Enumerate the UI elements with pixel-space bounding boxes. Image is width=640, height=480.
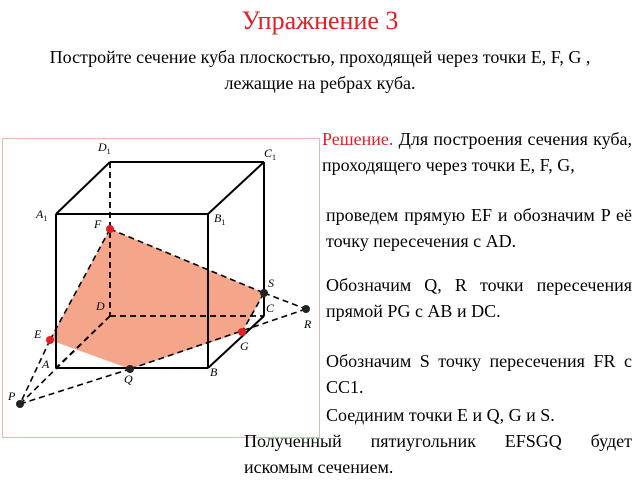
solution-step-4: Соединим точки E и Q, G и S. (326, 405, 555, 425)
point-f (106, 225, 114, 233)
point-p (16, 400, 24, 408)
solution-intro (322, 126, 632, 178)
label-b1: $B_1$ (214, 211, 226, 227)
label-q: Q (124, 372, 133, 386)
solution-step-3: Обозначим S точку пересечения FR с CC1. (326, 351, 632, 397)
point-r (302, 305, 310, 313)
label-c: C (266, 301, 275, 315)
solution-conclusion: Полученный пятиугольник EFSGQ будет искомым сечением. (244, 431, 632, 477)
label-s: S (268, 276, 274, 290)
label-d1: $D_1$ (98, 140, 111, 156)
solution-step-1: проведем прямую EF и обозначим P её точку пересечения с AD. (326, 205, 632, 251)
label-a: A (42, 357, 50, 371)
label-f: F (94, 217, 102, 231)
solution-step-2: Обозначим Q, R точки пересечения прямой PG с AB и DC. (326, 275, 632, 321)
cube-diagram (2, 138, 320, 438)
slide-title: Упражнение 3 (241, 6, 399, 35)
label-e: E (34, 327, 42, 341)
label-c1: $C_1$ (264, 146, 277, 162)
problem-statement: Постройте сечение куба плоскостью, проходящей через точки E, F, G , лежащие на ребрах куба. (49, 47, 591, 93)
label-p: P (8, 389, 16, 403)
point-g (238, 328, 246, 336)
section-pentagon (50, 229, 264, 369)
label-b: B (210, 365, 218, 379)
label-d: D (96, 299, 105, 313)
point-s (260, 289, 268, 297)
label-a1: $A_1$ (36, 207, 48, 223)
label-r: R (304, 317, 312, 331)
cube-figure (2, 138, 320, 438)
label-g: G (240, 339, 249, 353)
point-e (46, 336, 54, 344)
solution-intro-text: Для построения сечения куба, проходящего через точки E, F, G, (322, 129, 632, 175)
solution-label: Решение. (322, 129, 394, 149)
